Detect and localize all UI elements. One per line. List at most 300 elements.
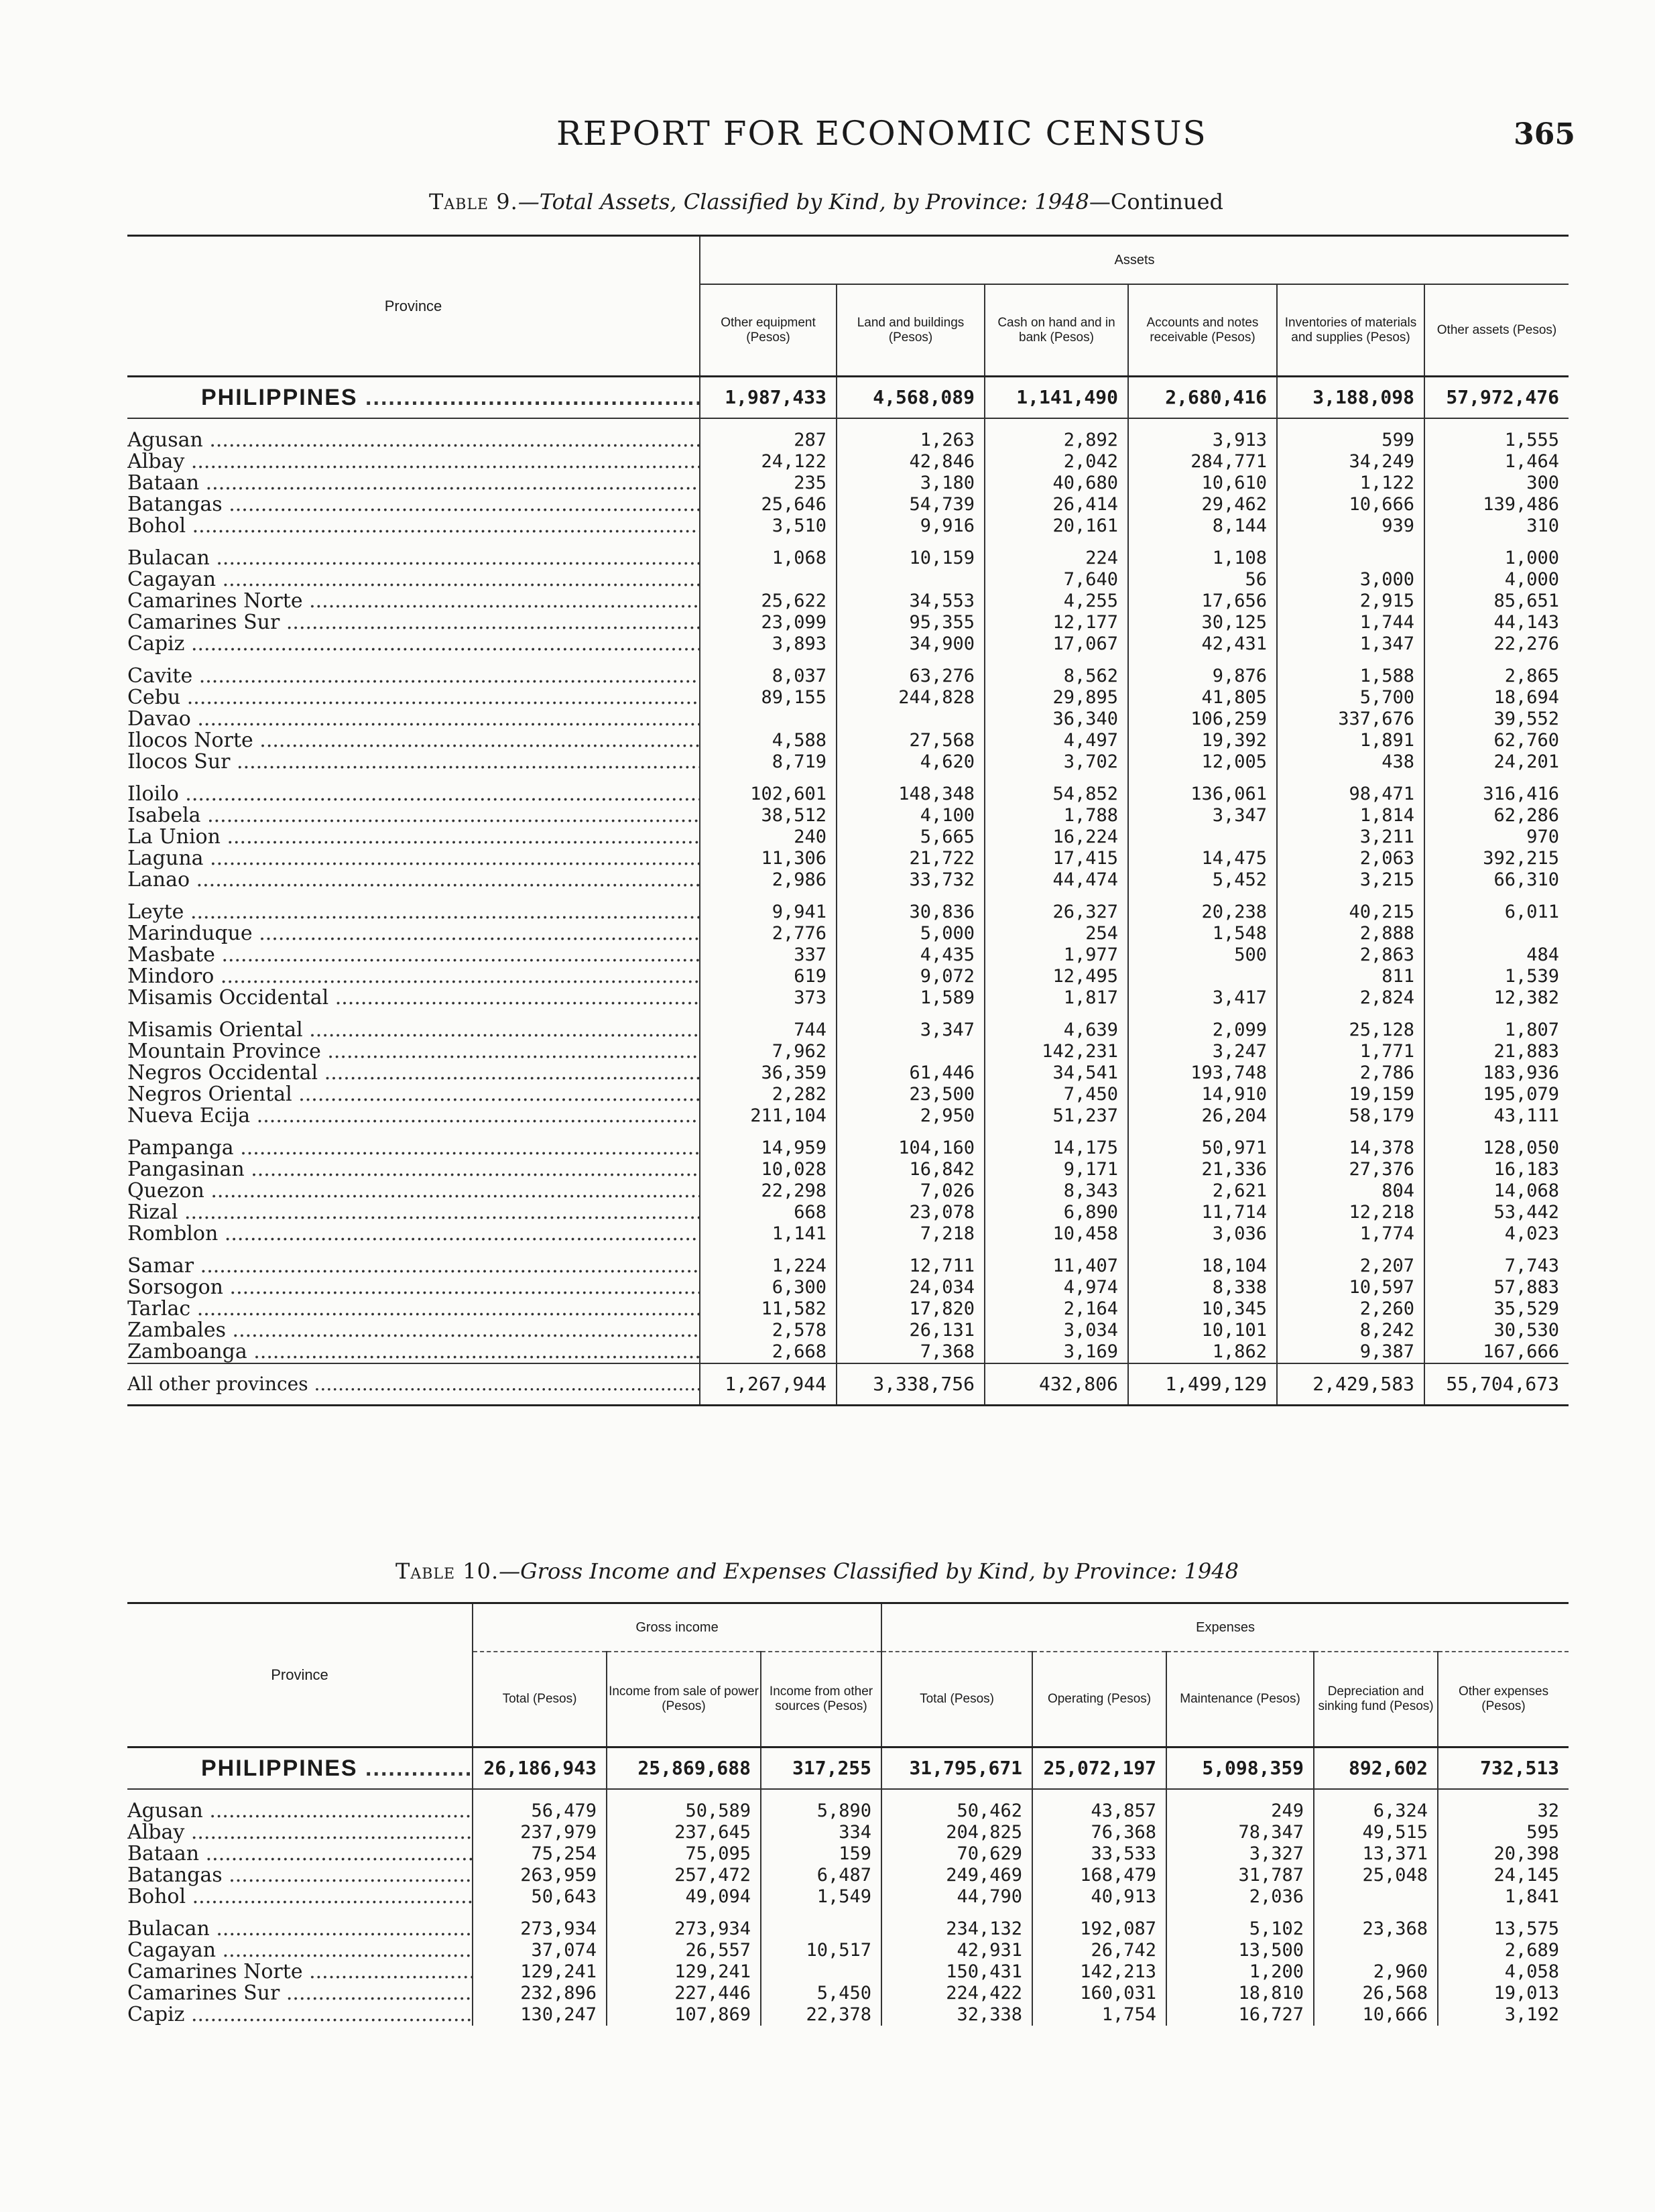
table-cell: 2,063 <box>1277 848 1424 869</box>
table-cell: 254 <box>985 923 1128 944</box>
table-cell: 4,058 <box>1438 1961 1569 1983</box>
province-name: Bohol ..... <box>127 1886 473 1908</box>
table-cell: 128,050 <box>1424 1127 1569 1159</box>
table-row <box>127 730 1569 751</box>
table-row <box>127 869 1569 891</box>
total-row <box>127 1747 1569 1790</box>
table-cell <box>761 1908 881 1940</box>
table-cell: 17,820 <box>837 1298 985 1320</box>
province-name: Samar ..... <box>127 1245 700 1277</box>
table-cell: 142,231 <box>985 1041 1128 1062</box>
table-cell <box>1314 1886 1438 1908</box>
table-cell: 9,072 <box>837 966 985 987</box>
table-row <box>127 612 1569 633</box>
table-row <box>127 987 1569 1009</box>
table-cell: 16,183 <box>1424 1159 1569 1180</box>
table-cell: 273,934 <box>607 1908 761 1940</box>
table-cell: 36,359 <box>700 1062 837 1084</box>
table-row <box>127 709 1569 730</box>
table-cell: 195,079 <box>1424 1084 1569 1105</box>
province-name: Lanao ..... <box>127 869 700 891</box>
table-cell: 3,034 <box>985 1320 1128 1341</box>
table-cell: 31,795,671 <box>881 1747 1032 1790</box>
table-cell: 224 <box>985 537 1128 569</box>
table-cell: 61,446 <box>837 1062 985 1084</box>
table-cell: 744 <box>700 1009 837 1041</box>
table-cell: 193,748 <box>1128 1062 1277 1084</box>
table-cell: 35,529 <box>1424 1298 1569 1320</box>
table-cell: 317,255 <box>761 1747 881 1790</box>
table-row <box>127 848 1569 869</box>
table-cell: 18,104 <box>1128 1245 1277 1277</box>
table-cell: 56,479 <box>473 1789 607 1822</box>
table-cell: 30,125 <box>1128 612 1277 633</box>
table-cell: 1,548 <box>1128 923 1277 944</box>
province-name: Negros Oriental ..... <box>127 1084 700 1105</box>
table-cell: 3,211 <box>1277 826 1424 848</box>
table-cell: 26,568 <box>1314 1983 1438 2004</box>
table-cell: 5,450 <box>761 1983 881 2004</box>
table-row <box>127 1298 1569 1320</box>
table-cell: 37,074 <box>473 1940 607 1961</box>
table-cell: 5,700 <box>1277 687 1424 709</box>
table-cell <box>1424 923 1569 944</box>
table-cell: 284,771 <box>1128 451 1277 473</box>
table-cell: 42,931 <box>881 1940 1032 1961</box>
table-cell: 1,464 <box>1424 451 1569 473</box>
table9-continued: —Continued <box>1089 189 1223 214</box>
province-name: Albay ..... <box>127 1822 473 1843</box>
table-cell: 3,913 <box>1128 418 1277 451</box>
table-row <box>127 805 1569 826</box>
table-cell: 811 <box>1277 966 1424 987</box>
table-cell: 39,552 <box>1424 709 1569 730</box>
province-name: Bulacan ..... <box>127 537 700 569</box>
table-cell: 7,368 <box>837 1341 985 1363</box>
table-cell: 8,562 <box>985 655 1128 687</box>
table-cell: 23,500 <box>837 1084 985 1105</box>
table-cell: 2,282 <box>700 1084 837 1105</box>
table-cell: 98,471 <box>1277 773 1424 805</box>
table-cell: 5,452 <box>1128 869 1277 891</box>
running-title: REPORT FOR ECONOMIC CENSUS <box>556 114 1207 153</box>
table-cell: 599 <box>1277 418 1424 451</box>
province-name: Batangas ..... <box>127 1865 473 1886</box>
table-cell: 227,446 <box>607 1983 761 2004</box>
table-cell: 232,896 <box>473 1983 607 2004</box>
province-name: Nueva Ecija ..... <box>127 1105 700 1127</box>
table-cell: 2,960 <box>1314 1961 1438 1983</box>
table-cell: 244,828 <box>837 687 985 709</box>
table-cell: 136,061 <box>1128 773 1277 805</box>
province-name: Iloilo ..... <box>127 773 700 805</box>
table-cell: 129,241 <box>473 1961 607 1983</box>
table-cell: 4,588 <box>700 730 837 751</box>
table-cell: 1,224 <box>700 1245 837 1277</box>
table-cell: 7,743 <box>1424 1245 1569 1277</box>
table9-col-header: Cash on hand and in bank (Pesos) <box>985 284 1128 377</box>
table-cell: 10,666 <box>1277 494 1424 515</box>
table10-header-row <box>127 1603 1569 1652</box>
province-name: Zambales ..... <box>127 1320 700 1341</box>
table-cell: 7,640 <box>985 569 1128 591</box>
table-row <box>127 418 1569 451</box>
table-cell: 33,533 <box>1032 1843 1166 1865</box>
table-cell: 1,977 <box>985 944 1128 966</box>
table-row <box>127 1983 1569 2004</box>
table-row <box>127 1159 1569 1180</box>
table-cell: 6,890 <box>985 1202 1128 1223</box>
province-name: La Union ..... <box>127 826 700 848</box>
province-name: Tarlac ..... <box>127 1298 700 1320</box>
table-cell: 4,435 <box>837 944 985 966</box>
province-name: Laguna ..... <box>127 848 700 869</box>
table-row <box>127 891 1569 923</box>
table10-label: Table 10. <box>395 1558 499 1584</box>
table-cell: 2,621 <box>1128 1180 1277 1202</box>
table-cell: 2,680,416 <box>1128 377 1277 419</box>
table10-group-header-expenses: Expenses <box>881 1603 1569 1652</box>
table-cell: 1,499,129 <box>1128 1363 1277 1406</box>
table-cell: 56 <box>1128 569 1277 591</box>
table-cell: 89,155 <box>700 687 837 709</box>
table10-body <box>127 1747 1569 2026</box>
table-cell: 6,324 <box>1314 1789 1438 1822</box>
table-cell: 1,141 <box>700 1223 837 1245</box>
table-cell: 337,676 <box>1277 709 1424 730</box>
table-row <box>127 655 1569 687</box>
table-cell: 892,602 <box>1314 1747 1438 1790</box>
table-cell: 30,530 <box>1424 1320 1569 1341</box>
table-cell: 4,255 <box>985 591 1128 612</box>
table-cell: 26,557 <box>607 1940 761 1961</box>
table-row <box>127 494 1569 515</box>
table-cell: 7,962 <box>700 1041 837 1062</box>
table-cell: 14,378 <box>1277 1127 1424 1159</box>
table-cell: 20,161 <box>985 515 1128 537</box>
table-cell: 334 <box>761 1822 881 1843</box>
table-cell: 70,629 <box>881 1843 1032 1865</box>
table-cell: 3,347 <box>1128 805 1277 826</box>
table-row <box>127 515 1569 537</box>
table-cell: 139,486 <box>1424 494 1569 515</box>
province-name: Cagayan ..... <box>127 569 700 591</box>
table-cell: 5,665 <box>837 826 985 848</box>
table-cell: 27,568 <box>837 730 985 751</box>
table-cell: 18,694 <box>1424 687 1569 709</box>
table-cell: 36,340 <box>985 709 1128 730</box>
table-cell: 29,462 <box>1128 494 1277 515</box>
table-cell: 2,164 <box>985 1298 1128 1320</box>
table-cell: 49,094 <box>607 1886 761 1908</box>
province-name: Albay ..... <box>127 451 700 473</box>
province-name: Zamboanga ..... <box>127 1341 700 1363</box>
table-cell: 23,099 <box>700 612 837 633</box>
table-cell: 5,890 <box>761 1789 881 1822</box>
table-row <box>127 591 1569 612</box>
table9 <box>127 235 1569 1406</box>
table-cell: 3,215 <box>1277 869 1424 891</box>
table-cell: 1,788 <box>985 805 1128 826</box>
table9-col-header: Other equipment (Pesos) <box>700 284 837 377</box>
table-cell: 1,807 <box>1424 1009 1569 1041</box>
table-cell: 159 <box>761 1843 881 1865</box>
table-cell: 24,034 <box>837 1277 985 1298</box>
province-name: Marinduque ..... <box>127 923 700 944</box>
table-cell: 6,300 <box>700 1277 837 1298</box>
table-cell: 10,597 <box>1277 1277 1424 1298</box>
table-cell: 2,036 <box>1166 1886 1314 1908</box>
table-cell: 2,099 <box>1128 1009 1277 1041</box>
table-row <box>127 1202 1569 1223</box>
table-cell: 14,175 <box>985 1127 1128 1159</box>
table-cell: 33,732 <box>837 869 985 891</box>
table-cell: 4,100 <box>837 805 985 826</box>
table-cell: 12,382 <box>1424 987 1569 1009</box>
table-cell: 4,568,089 <box>837 377 985 419</box>
table9-body <box>127 377 1569 1406</box>
table-cell: 50,462 <box>881 1789 1032 1822</box>
table-row <box>127 473 1569 494</box>
table-cell: 44,474 <box>985 869 1128 891</box>
page-number: 365 <box>1514 117 1575 151</box>
province-name: Negros Occidental ..... <box>127 1062 700 1084</box>
table9-title: —Total Assets, Classified by Kind, by Province: 1948 <box>517 189 1089 214</box>
table-cell: 24,122 <box>700 451 837 473</box>
table-cell: 12,005 <box>1128 751 1277 773</box>
table-cell: 29,895 <box>985 687 1128 709</box>
table-cell: 10,028 <box>700 1159 837 1180</box>
table-row <box>127 1084 1569 1105</box>
table-cell: 8,719 <box>700 751 837 773</box>
table-cell: 732,513 <box>1438 1747 1569 1790</box>
table-row <box>127 1127 1569 1159</box>
table-cell: 2,668 <box>700 1341 837 1363</box>
table-row <box>127 1843 1569 1865</box>
table-cell: 1,774 <box>1277 1223 1424 1245</box>
table-row <box>127 773 1569 805</box>
table-row <box>127 1961 1569 1983</box>
table-cell: 1,108 <box>1128 537 1277 569</box>
table9-col-header: Accounts and notes receivable (Pesos) <box>1128 284 1277 377</box>
table9-label: Table 9. <box>429 189 518 214</box>
table-cell: 211,104 <box>700 1105 837 1127</box>
table-cell: 2,888 <box>1277 923 1424 944</box>
table-cell: 14,910 <box>1128 1084 1277 1105</box>
table-cell: 54,852 <box>985 773 1128 805</box>
table-cell: 19,159 <box>1277 1084 1424 1105</box>
table-cell: 6,487 <box>761 1865 881 1886</box>
table-cell: 10,159 <box>837 537 985 569</box>
table-cell: 26,186,943 <box>473 1747 607 1790</box>
table-cell <box>837 1041 985 1062</box>
table-cell: 438 <box>1277 751 1424 773</box>
table-cell: 25,622 <box>700 591 837 612</box>
table-cell: 1,263 <box>837 418 985 451</box>
table-cell: 1,744 <box>1277 612 1424 633</box>
table-cell: 234,132 <box>881 1908 1032 1940</box>
table10-col-header: Total (Pesos) <box>473 1652 607 1747</box>
table-cell: 58,179 <box>1277 1105 1424 1127</box>
table-cell: 21,883 <box>1424 1041 1569 1062</box>
table-cell: 1,987,433 <box>700 377 837 419</box>
table-cell: 4,497 <box>985 730 1128 751</box>
table-cell <box>700 709 837 730</box>
table-cell: 9,876 <box>1128 655 1277 687</box>
table-cell: 10,345 <box>1128 1298 1277 1320</box>
table-cell: 9,387 <box>1277 1341 1424 1363</box>
province-name: Camarines Norte ..... <box>127 591 700 612</box>
table-row <box>127 966 1569 987</box>
table-cell: 14,068 <box>1424 1180 1569 1202</box>
table-cell: 484 <box>1424 944 1569 966</box>
table-cell: 235 <box>700 473 837 494</box>
table-cell: 183,936 <box>1424 1062 1569 1084</box>
table-cell: 2,776 <box>700 923 837 944</box>
table-cell: 3,510 <box>700 515 837 537</box>
table-cell: 1,841 <box>1438 1886 1569 1908</box>
table-cell: 75,254 <box>473 1843 607 1865</box>
table-cell: 804 <box>1277 1180 1424 1202</box>
table-cell <box>1277 537 1424 569</box>
table10-col-header: Operating (Pesos) <box>1032 1652 1166 1747</box>
table10-col-header: Maintenance (Pesos) <box>1166 1652 1314 1747</box>
table-cell: 22,276 <box>1424 633 1569 655</box>
table-cell: 7,450 <box>985 1084 1128 1105</box>
table-cell: 11,306 <box>700 848 837 869</box>
table-cell: 129,241 <box>607 1961 761 1983</box>
table-cell: 2,260 <box>1277 1298 1424 1320</box>
table-cell: 8,343 <box>985 1180 1128 1202</box>
table-cell: 19,013 <box>1438 1983 1569 2004</box>
table-cell: 3,000 <box>1277 569 1424 591</box>
table-cell: 25,128 <box>1277 1009 1424 1041</box>
table-cell: 3,247 <box>1128 1041 1277 1062</box>
table-cell: 7,026 <box>837 1180 985 1202</box>
table-cell: 168,479 <box>1032 1865 1166 1886</box>
table-cell: 85,651 <box>1424 591 1569 612</box>
table-cell: 34,900 <box>837 633 985 655</box>
table-cell: 62,760 <box>1424 730 1569 751</box>
table-row <box>127 751 1569 773</box>
table10-col-header: Depreciation and sinking fund (Pesos) <box>1314 1652 1438 1747</box>
table-cell: 11,407 <box>985 1245 1128 1277</box>
province-name: Agusan ..... <box>127 1789 473 1822</box>
table-cell: 16,727 <box>1166 2004 1314 2026</box>
province-name: Mountain Province ..... <box>127 1041 700 1062</box>
table9-caption <box>429 189 1223 214</box>
table-cell: 44,790 <box>881 1886 1032 1908</box>
province-name: Camarines Norte ..... <box>127 1961 473 1983</box>
table-cell: 22,298 <box>700 1180 837 1202</box>
table-cell: 17,656 <box>1128 591 1277 612</box>
table-cell: 192,087 <box>1032 1908 1166 1940</box>
table-cell: 1,141,490 <box>985 377 1128 419</box>
table10-col-header: Other expenses (Pesos) <box>1438 1652 1569 1747</box>
table10-title: —Gross Income and Expenses Classified by Kind, by Province: 1948 <box>499 1558 1239 1584</box>
table-cell: 3,188,098 <box>1277 377 1424 419</box>
table-row <box>127 687 1569 709</box>
table-cell: 287 <box>700 418 837 451</box>
table-cell: 102,601 <box>700 773 837 805</box>
table-cell: 57,972,476 <box>1424 377 1569 419</box>
table-cell: 9,916 <box>837 515 985 537</box>
province-name: Agusan ..... <box>127 418 700 451</box>
table-cell: 106,259 <box>1128 709 1277 730</box>
table-cell: 668 <box>700 1202 837 1223</box>
table-cell: 167,666 <box>1424 1341 1569 1363</box>
table-cell: 11,714 <box>1128 1202 1277 1223</box>
table-cell: 2,865 <box>1424 655 1569 687</box>
table-cell: 4,000 <box>1424 569 1569 591</box>
table-row <box>127 826 1569 848</box>
table-cell: 54,739 <box>837 494 985 515</box>
table-cell: 26,414 <box>985 494 1128 515</box>
table-cell: 1,891 <box>1277 730 1424 751</box>
table-cell: 970 <box>1424 826 1569 848</box>
table-row <box>127 923 1569 944</box>
table-cell: 40,215 <box>1277 891 1424 923</box>
province-name: All other provinces ..... <box>127 1363 700 1406</box>
table-cell: 148,348 <box>837 773 985 805</box>
province-name: Isabela ..... <box>127 805 700 826</box>
province-name: Leyte ..... <box>127 891 700 923</box>
table-cell: 237,979 <box>473 1822 607 1843</box>
province-name: Masbate ..... <box>127 944 700 966</box>
table-cell: 18,810 <box>1166 1983 1314 2004</box>
table-cell: 43,111 <box>1424 1105 1569 1127</box>
province-name: Bohol ..... <box>127 515 700 537</box>
table-cell: 3,192 <box>1438 2004 1569 2026</box>
table-cell: 26,204 <box>1128 1105 1277 1127</box>
table-cell: 34,249 <box>1277 451 1424 473</box>
table-row <box>127 1277 1569 1298</box>
province-name: Pangasinan ..... <box>127 1159 700 1180</box>
table-cell: 1,347 <box>1277 633 1424 655</box>
table-cell: 3,893 <box>700 633 837 655</box>
table10-col-header: Total (Pesos) <box>881 1652 1032 1747</box>
table10-province-header: Province <box>127 1603 473 1747</box>
table-cell: 55,704,673 <box>1424 1363 1569 1406</box>
table-cell: 237,645 <box>607 1822 761 1843</box>
table-row <box>127 1822 1569 1843</box>
table-cell: 2,986 <box>700 869 837 891</box>
table-cell: 8,338 <box>1128 1277 1277 1298</box>
table-cell: 1,200 <box>1166 1961 1314 1983</box>
table-row <box>127 1908 1569 1940</box>
table-row <box>127 1865 1569 1886</box>
table-cell: 2,042 <box>985 451 1128 473</box>
table-row <box>127 1105 1569 1127</box>
table-cell: 40,913 <box>1032 1886 1166 1908</box>
table-cell: 7,218 <box>837 1223 985 1245</box>
table-cell: 34,541 <box>985 1062 1128 1084</box>
table-row <box>127 1245 1569 1277</box>
table10 <box>127 1602 1569 2026</box>
table-cell: 12,495 <box>985 966 1128 987</box>
table-cell: 1,814 <box>1277 805 1424 826</box>
table-cell: 1,267,944 <box>700 1363 837 1406</box>
table-cell: 43,857 <box>1032 1789 1166 1822</box>
table9-group-header: Assets <box>700 236 1569 285</box>
table-cell: 14,959 <box>700 1127 837 1159</box>
table10-group-header-income: Gross income <box>473 1603 881 1652</box>
table-cell: 50,643 <box>473 1886 607 1908</box>
table-cell: 8,242 <box>1277 1320 1424 1341</box>
province-name: Cebu ..... <box>127 687 700 709</box>
table-cell: 23,078 <box>837 1202 985 1223</box>
table-cell: 16,224 <box>985 826 1128 848</box>
